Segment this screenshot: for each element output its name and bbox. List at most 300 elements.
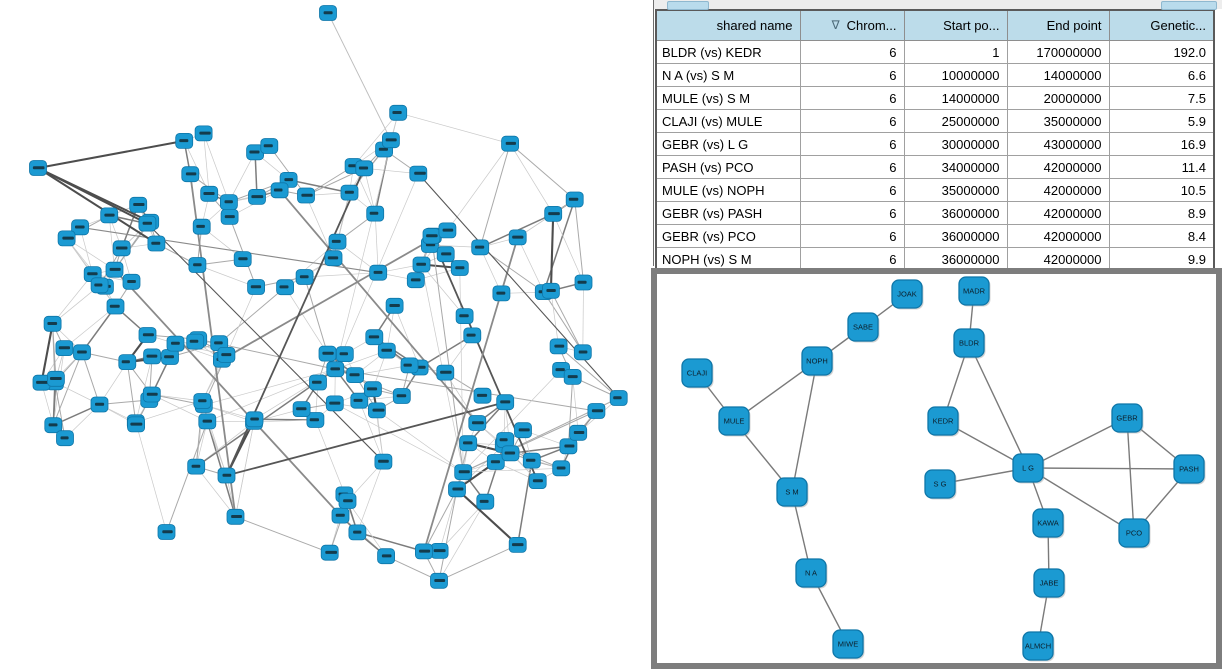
network-node[interactable]	[296, 270, 313, 285]
network-node[interactable]	[575, 275, 592, 290]
table-cell[interactable]: 6	[800, 110, 904, 133]
table-row[interactable]	[656, 156, 1214, 179]
network-node[interactable]	[477, 494, 494, 509]
table-cell[interactable]: GEBR (vs) PASH	[656, 202, 800, 225]
table-cell[interactable]: GEBR (vs) L G	[656, 133, 800, 156]
network-node[interactable]	[370, 265, 387, 280]
node-label	[104, 214, 114, 217]
node-label	[512, 543, 524, 546]
column-header-label: Chrom...	[846, 18, 897, 33]
network-node[interactable]	[261, 139, 278, 154]
table-cell[interactable]: NOPH (vs) S M	[656, 248, 800, 272]
node-label	[373, 409, 385, 412]
table-cell[interactable]: BLDR (vs) KEDR	[656, 41, 800, 64]
column-header-label: Genetic...	[1150, 18, 1206, 33]
network-node[interactable]	[439, 223, 456, 238]
network-node[interactable]	[364, 382, 381, 397]
edge-attribute-table	[655, 9, 1215, 272]
network-node[interactable]	[91, 397, 108, 412]
network-edge[interactable]	[969, 343, 1028, 468]
node-label	[94, 284, 102, 287]
network-node[interactable]	[415, 544, 432, 559]
table-cell[interactable]: 35000000	[904, 179, 1007, 202]
network-node[interactable]	[1034, 569, 1066, 599]
network-node[interactable]	[227, 509, 244, 524]
network-node[interactable]	[553, 461, 570, 476]
network-node[interactable]	[277, 280, 294, 295]
network-node[interactable]	[449, 482, 466, 497]
horizontal-scrollbar[interactable]	[654, 0, 1222, 9]
network-node[interactable]	[382, 133, 399, 148]
network-node[interactable]	[188, 459, 205, 474]
network-node[interactable]	[123, 274, 140, 289]
network-edge	[432, 236, 538, 481]
network-edge	[439, 545, 518, 581]
node-label	[49, 423, 58, 426]
table-cell[interactable]: 6	[800, 225, 904, 248]
table-row[interactable]	[656, 202, 1214, 225]
column-header-end-point[interactable]	[1007, 10, 1109, 41]
node-label: MULE	[723, 416, 745, 426]
network-node[interactable]	[564, 369, 581, 384]
network-node[interactable]	[101, 208, 118, 223]
network-node[interactable]	[162, 350, 179, 365]
network-node[interactable]	[413, 257, 430, 272]
network-node[interactable]	[139, 328, 156, 343]
network-node[interactable]	[719, 407, 751, 437]
node-label	[95, 403, 104, 406]
network-node[interactable]	[193, 219, 210, 234]
table-cell[interactable]: N A (vs) S M	[656, 64, 800, 87]
network-edge	[222, 230, 448, 359]
node-label	[203, 192, 214, 195]
network-node[interactable]	[542, 283, 559, 298]
network-node[interactable]	[130, 197, 147, 212]
network-node[interactable]	[1033, 509, 1065, 539]
network-node[interactable]	[1112, 404, 1144, 434]
network-node[interactable]	[451, 261, 468, 276]
network-edge	[575, 200, 584, 283]
network-node[interactable]	[437, 247, 454, 262]
network-edge	[236, 517, 330, 553]
table-cell[interactable]: 20000000	[1007, 87, 1109, 110]
network-node[interactable]	[497, 395, 514, 410]
table-cell[interactable]: 6	[800, 179, 904, 202]
network-node[interactable]	[502, 136, 519, 151]
node-label	[147, 355, 158, 358]
node-label	[50, 377, 62, 380]
table-cell[interactable]: 42000000	[1007, 179, 1109, 202]
network-edge	[583, 283, 584, 353]
table-cell[interactable]: 34000000	[904, 156, 1007, 179]
network-node[interactable]	[954, 329, 986, 359]
column-header-genetic---[interactable]	[1109, 10, 1214, 41]
network-node[interactable]	[472, 240, 489, 255]
network-node[interactable]	[74, 345, 91, 360]
network-node[interactable]	[1174, 455, 1206, 485]
node-label: CLAJI	[686, 368, 708, 378]
table-cell[interactable]: GEBR (vs) PCO	[656, 225, 800, 248]
node-label	[404, 364, 412, 367]
node-label	[336, 514, 345, 517]
network-node[interactable]	[320, 6, 337, 21]
network-node[interactable]	[455, 465, 472, 480]
node-label	[354, 399, 363, 402]
network-node[interactable]	[509, 537, 526, 552]
node-label	[193, 263, 202, 266]
node-label	[179, 139, 188, 142]
network-edge[interactable]	[1127, 418, 1134, 533]
network-node[interactable]	[431, 573, 448, 588]
network-edge	[518, 237, 544, 292]
column-header-shared-name[interactable]	[656, 10, 800, 41]
network-node[interactable]	[1119, 519, 1151, 549]
network-node[interactable]	[386, 298, 403, 313]
network-edge[interactable]	[1028, 468, 1189, 469]
table-cell[interactable]: MULE (vs) NOPH	[656, 179, 800, 202]
node-label	[196, 225, 205, 228]
network-node[interactable]	[113, 241, 130, 256]
node-label	[526, 459, 535, 462]
network-node[interactable]	[221, 209, 238, 224]
network-node[interactable]	[187, 334, 204, 349]
network-node[interactable]	[176, 133, 193, 148]
network-node[interactable]	[298, 188, 315, 203]
table-cell[interactable]: 1	[904, 41, 1007, 64]
table-cell[interactable]: 14000000	[904, 87, 1007, 110]
network-node[interactable]	[523, 453, 540, 468]
network-node[interactable]	[393, 389, 410, 404]
node-label	[312, 381, 322, 384]
network-node[interactable]	[375, 454, 392, 469]
table-cell[interactable]: 30000000	[904, 133, 1007, 156]
network-node[interactable]	[431, 543, 448, 558]
network-node[interactable]	[234, 252, 251, 267]
table-cell[interactable]: 36000000	[904, 202, 1007, 225]
network-node[interactable]	[545, 206, 562, 221]
table-cell[interactable]: 36000000	[904, 225, 1007, 248]
network-node[interactable]	[574, 345, 591, 360]
table-cell[interactable]: 6	[800, 133, 904, 156]
network-node[interactable]	[341, 185, 358, 200]
table-cell[interactable]: PASH (vs) PCO	[656, 156, 800, 179]
network-edge	[463, 468, 561, 472]
node-label	[440, 371, 452, 374]
network-edge	[480, 144, 510, 248]
network-node[interactable]	[588, 404, 605, 419]
node-label	[426, 234, 438, 237]
network-node[interactable]	[378, 549, 395, 564]
node-label	[441, 252, 451, 255]
network-edge	[573, 377, 579, 433]
node-label	[574, 431, 585, 434]
node-label	[151, 242, 160, 245]
node-label	[370, 212, 379, 215]
table-cell[interactable]: 42000000	[1007, 156, 1109, 179]
network-node[interactable]	[356, 161, 373, 176]
network-node[interactable]	[293, 402, 310, 417]
network-node[interactable]	[349, 525, 366, 540]
network-node[interactable]	[610, 391, 627, 406]
table-cell[interactable]: 6	[800, 202, 904, 225]
table-cell[interactable]: MULE (vs) S M	[656, 87, 800, 110]
network-node[interactable]	[493, 286, 510, 301]
network-node[interactable]	[959, 277, 991, 307]
network-node[interactable]	[327, 362, 344, 377]
network-node[interactable]	[143, 387, 160, 402]
network-node[interactable]	[158, 525, 175, 540]
network-node[interactable]	[497, 433, 514, 448]
node-label	[556, 368, 565, 371]
table-cell[interactable]: 192.0	[1109, 41, 1214, 64]
network-node[interactable]	[201, 186, 218, 201]
column-header-label: Start po...	[943, 18, 1000, 33]
network-node[interactable]	[1013, 454, 1045, 484]
node-label	[122, 360, 130, 363]
network-node[interactable]	[148, 236, 165, 251]
node-label	[110, 268, 121, 271]
network-node[interactable]	[892, 280, 924, 310]
network-node[interactable]	[321, 545, 338, 560]
network-node[interactable]	[248, 280, 265, 295]
network-node[interactable]	[45, 418, 62, 433]
table-cell[interactable]: 35000000	[1007, 110, 1109, 133]
table-row[interactable]	[656, 133, 1214, 156]
table-cell[interactable]: 6	[800, 248, 904, 272]
node-label	[506, 142, 516, 145]
node-label	[459, 314, 468, 317]
node-label	[546, 289, 555, 292]
network-node[interactable]	[410, 166, 427, 181]
table-cell[interactable]: 6	[800, 156, 904, 179]
network-node[interactable]	[423, 229, 440, 244]
node-label	[310, 418, 319, 421]
table-cell[interactable]: 42000000	[1007, 202, 1109, 225]
table-cell[interactable]: 5.9	[1109, 110, 1214, 133]
network-node[interactable]	[189, 258, 206, 273]
network-node[interactable]	[833, 630, 865, 660]
network-node[interactable]	[329, 234, 346, 249]
node-label	[345, 191, 354, 194]
network-node[interactable]	[218, 347, 235, 362]
network-node[interactable]	[106, 262, 123, 277]
node-label	[519, 428, 530, 431]
network-node[interactable]	[44, 316, 61, 331]
network-node[interactable]	[407, 273, 424, 288]
network-node[interactable]	[502, 446, 519, 461]
network-edge	[551, 214, 553, 291]
network-node[interactable]	[1023, 632, 1055, 662]
network-node[interactable]	[326, 396, 343, 411]
table-cell[interactable]: 6	[800, 87, 904, 110]
network-node[interactable]	[220, 195, 237, 210]
network-node[interactable]	[182, 167, 199, 182]
table-cell[interactable]: 42000000	[1007, 225, 1109, 248]
network-node[interactable]	[107, 299, 124, 314]
node-label	[500, 438, 508, 441]
table-row[interactable]	[656, 41, 1214, 64]
node-label	[250, 418, 259, 421]
network-node[interactable]	[194, 394, 211, 409]
table-cell[interactable]: 11.4	[1109, 156, 1214, 179]
network-node[interactable]	[796, 559, 828, 589]
network-node[interactable]	[366, 330, 383, 345]
node-label	[190, 340, 199, 343]
network-node[interactable]	[325, 251, 342, 266]
network-node[interactable]	[218, 468, 235, 483]
network-node[interactable]	[332, 508, 349, 523]
network-node[interactable]	[167, 336, 184, 351]
table-cell[interactable]: 7.5	[1109, 87, 1214, 110]
network-node[interactable]	[469, 416, 486, 431]
table-row[interactable]	[656, 87, 1214, 110]
table-cell[interactable]: 8.9	[1109, 202, 1214, 225]
network-node[interactable]	[91, 278, 108, 293]
network-node[interactable]	[368, 403, 385, 418]
node-label	[47, 322, 57, 325]
network-node[interactable]	[566, 192, 583, 207]
node-label	[87, 272, 97, 275]
network-node[interactable]	[529, 474, 546, 489]
network-node[interactable]	[128, 417, 145, 432]
network-node[interactable]	[550, 339, 567, 354]
node-label	[613, 396, 621, 399]
network-node[interactable]	[437, 365, 454, 380]
column-header-start-po---[interactable]	[904, 10, 1007, 41]
network-node[interactable]	[199, 414, 216, 429]
network-node[interactable]	[401, 358, 418, 373]
node-label: KAWA	[1037, 518, 1059, 528]
network-node[interactable]	[848, 313, 880, 343]
table-cell[interactable]: 6.6	[1109, 64, 1214, 87]
node-label	[416, 263, 426, 266]
node-label	[350, 373, 360, 376]
node-label	[127, 280, 136, 283]
table-cell[interactable]: CLAJI (vs) MULE	[656, 110, 800, 133]
network-node[interactable]	[347, 368, 364, 383]
subnetwork-panel	[651, 268, 1222, 669]
network-node[interactable]	[246, 412, 263, 427]
network-node[interactable]	[336, 347, 353, 362]
node-label	[505, 452, 515, 455]
table-cell[interactable]: 6	[800, 64, 904, 87]
network-node[interactable]	[474, 388, 491, 403]
network-node[interactable]	[456, 309, 473, 324]
table-cell[interactable]: 16.9	[1109, 133, 1214, 156]
network-node[interactable]	[925, 470, 957, 500]
subnetwork-viewport	[657, 274, 1216, 663]
node-label	[62, 237, 74, 240]
network-node[interactable]	[56, 341, 73, 356]
network-edge[interactable]	[792, 361, 817, 492]
node-label	[225, 215, 235, 218]
table-cell[interactable]: 9.9	[1109, 248, 1214, 272]
node-label	[340, 352, 348, 355]
table-cell[interactable]: 36000000	[904, 248, 1007, 272]
network-node[interactable]	[249, 189, 266, 204]
network-node[interactable]	[30, 161, 47, 176]
network-node[interactable]	[58, 231, 75, 246]
network-node[interactable]	[509, 230, 526, 245]
network-node[interactable]	[119, 355, 136, 370]
table-row[interactable]	[656, 225, 1214, 248]
table-cell[interactable]: 42000000	[1007, 248, 1109, 272]
network-node[interactable]	[464, 328, 481, 343]
node-label	[512, 236, 523, 239]
node-label	[343, 499, 353, 502]
network-edge	[510, 144, 575, 200]
table-cell[interactable]: 170000000	[1007, 41, 1109, 64]
network-edge	[439, 502, 485, 581]
table-cell[interactable]: 43000000	[1007, 133, 1109, 156]
table-cell[interactable]: 10000000	[904, 64, 1007, 87]
table-row[interactable]	[656, 110, 1214, 133]
node-label: N A	[804, 568, 818, 578]
network-node[interactable]	[271, 183, 288, 198]
network-node[interactable]	[682, 359, 714, 389]
table-cell[interactable]: 14000000	[1007, 64, 1109, 87]
network-node[interactable]	[777, 478, 809, 508]
network-node[interactable]	[928, 407, 960, 437]
table-panel	[653, 0, 1222, 266]
network-edge	[335, 403, 463, 472]
node-label	[578, 281, 587, 284]
network-edge	[357, 462, 383, 533]
scrollbar-thumb[interactable]	[667, 1, 709, 10]
table-cell[interactable]: 25000000	[904, 110, 1007, 133]
table-cell[interactable]: 8.4	[1109, 225, 1214, 248]
network-node[interactable]	[460, 436, 477, 451]
network-node[interactable]	[57, 431, 74, 446]
node-label	[496, 292, 505, 295]
column-header-chrom---[interactable]	[800, 10, 904, 41]
node-label	[359, 167, 368, 170]
network-node[interactable]	[319, 346, 336, 361]
node-label	[223, 474, 232, 477]
network-edge	[398, 113, 510, 144]
node-label	[374, 271, 383, 274]
network-node[interactable]	[515, 423, 532, 438]
table-cell[interactable]: 6	[800, 41, 904, 64]
network-node[interactable]	[144, 349, 161, 364]
network-node[interactable]	[560, 439, 577, 454]
node-label	[264, 144, 273, 147]
network-node[interactable]	[339, 494, 356, 509]
table-cell[interactable]: 10.5	[1109, 179, 1214, 202]
network-edge	[305, 277, 328, 354]
table-row[interactable]	[656, 64, 1214, 87]
network-node[interactable]	[367, 206, 384, 221]
node-label	[143, 333, 154, 336]
node-label	[186, 172, 196, 175]
network-node[interactable]	[310, 375, 327, 390]
subnetwork-canvas[interactable]	[657, 274, 1216, 663]
table-row[interactable]	[656, 179, 1214, 202]
node-label	[280, 285, 289, 288]
network-node[interactable]	[378, 343, 395, 358]
column-header-label: End point	[1046, 18, 1102, 33]
network-node[interactable]	[802, 347, 834, 377]
network-node[interactable]	[195, 126, 212, 141]
node-label	[328, 256, 338, 259]
node-label	[192, 465, 201, 468]
network-node[interactable]	[570, 425, 587, 440]
network-node[interactable]	[390, 105, 407, 120]
node-label	[569, 198, 579, 201]
network-node[interactable]	[139, 216, 156, 231]
scrollbar-thumb[interactable]	[1161, 1, 1217, 10]
network-node[interactable]	[47, 371, 64, 386]
